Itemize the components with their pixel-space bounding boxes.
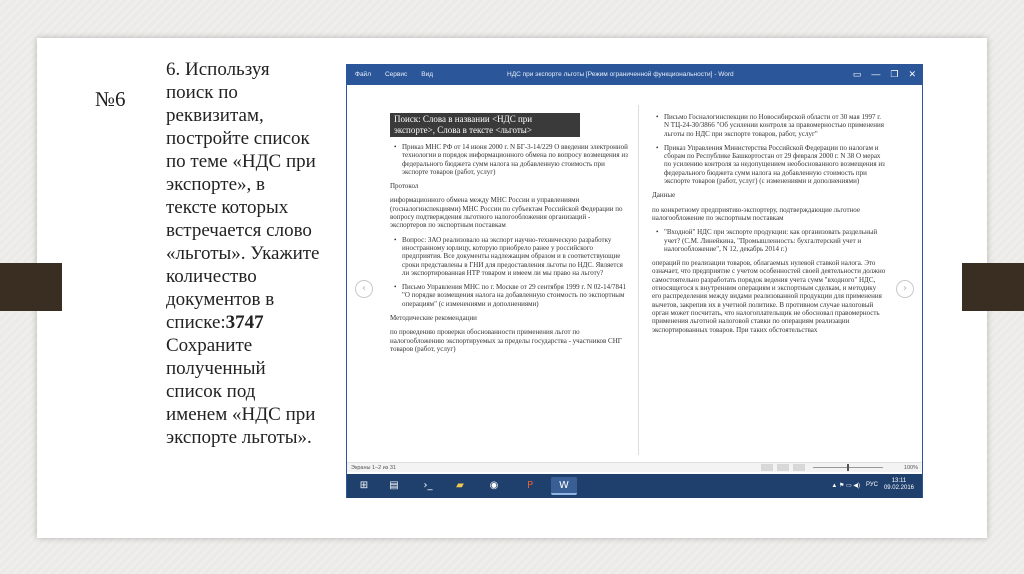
task-tail [166,334,344,449]
restore-icon[interactable]: ❐ [890,69,899,79]
task-line: список под [166,381,256,402]
menu-bar [355,71,433,78]
task-line: постройте список [166,128,310,149]
task-line: экспорте льготы». [166,427,312,448]
task-line: полученный [166,358,266,379]
window-title: НДС при экспорте льготы [Режим ограниченной функциональности] - Word [507,71,734,78]
menu-item[interactable]: Файл [355,71,371,78]
windows-start-icon[interactable]: ⊞ [359,480,369,491]
clock-time: 13:11 [891,478,907,484]
column-divider [638,105,639,455]
task-line: экспорте», в [166,174,265,195]
zoom-slider-thumb[interactable] [847,464,849,471]
window-controls [853,69,916,80]
document-paragraph: Данные [652,191,676,200]
zoom-level[interactable]: 100% [903,465,918,471]
next-page-icon[interactable]: › [896,280,914,298]
right-column [652,107,886,334]
read-mode-button[interactable] [761,464,773,471]
count-line [166,311,344,334]
document-paragraph: по конкретному предприятию-экспортеру, подтверждающие льготное налогообложение по экспортным поставкам [652,205,860,222]
menu-item[interactable]: Вид [421,71,434,78]
close-icon[interactable]: ✕ [908,69,916,79]
count-value: 3747 [225,312,264,333]
task-line: «льготы». Укажите [166,243,320,264]
minimize-icon[interactable]: — [871,69,881,79]
view-buttons [761,464,805,471]
prev-page-icon[interactable]: ‹ [355,280,373,298]
slide-number: №6 [95,87,126,111]
print-layout-button[interactable] [777,464,789,471]
task-line: 6. Используя [166,59,270,80]
document-area[interactable] [347,85,922,462]
document-paragraph: • Письмо Управления МНС по г. Москве от 29 сентября 1999 г. N 02-14/7841 "О порядке возмещения налога на добавленную стоимость по экспортным операциям" (с изменениями и дополнениями) [390,283,628,308]
count-label: списке: [166,312,226,333]
task-line: Сохраните [166,335,253,356]
document-paragraph: информационного обмена между МНС России и управлениями (госналогинспекциями) МНС России по субъектам Российской Федерации по вопросу подтверждения льготного налогообложения организаций - экспортеров по экспортным поставкам [390,196,623,230]
taskbar [347,474,922,498]
powerpoint-icon[interactable]: P [526,480,534,491]
task-line: тексте которых [166,197,289,218]
task-line: поиск по [166,82,238,103]
word-icon[interactable]: W [551,477,577,495]
powershell-icon[interactable]: ›_ [423,480,433,491]
document-paragraph: • Приказ Управления Министерства Российской Федерации по налогам и сборам по Республике Башкортостан от 29 февраля 2000 г. N 38 О мерах по усилению контроля за недопущением необоснованного возмещения из федерального бюджета сумм налога на добавленную стоимость при экспорте товаров (работ, услуг) (с изменениями и дополнениями) [652,144,886,185]
search-query-box [390,113,580,137]
task-line: по теме «НДС при [166,151,316,172]
clock-date: 09.02.2016 [883,485,914,491]
task-line: именем «НДС при [166,404,316,425]
web-layout-button[interactable] [793,464,805,471]
left-column [390,113,628,353]
tray-icons[interactable]: ▲ ⚑ ▭ ◀) [831,482,860,489]
task-lines [166,58,344,311]
document-paragraph: Протокол [390,182,419,191]
task-line: документов в [166,289,275,310]
search-line-2: экспорте>, Слова в тексте <льготы> [394,125,532,135]
clock[interactable] [884,478,914,492]
document-paragraph: • Приказ МНС РФ от 14 июня 2000 г. N БГ-3-14/229 О введении электронной технологии в порядок информационного обмена по вопросу возмещения из федерального бюджета сумм налога на добавленную стоимость при экспорте товаров (работ, услуг) [390,143,628,176]
document-paragraph: • Письмо Госналогинспекции по Новосибирской области от 30 мая 1997 г. N ТЦ-24-30/3866 "Об усилении контроля за правомерностью применения льготы по НДС при экспорте товаров, работ, услуг" [652,113,886,138]
search-line-1: Поиск: Слова в названии <НДС при [394,114,533,124]
slide-right-tab [962,263,1024,311]
task-line: количество [166,266,257,287]
menu-item[interactable]: Сервис [384,71,408,78]
page-counter: Экраны 1–2 из 31 [351,465,396,471]
folder-icon[interactable]: ▰ [456,480,464,491]
slide-left-tab [0,263,62,311]
task-line: встречается слово [166,220,312,241]
document-paragraph: по проведению проверки обоснованности применения льгот по налогообложению экспортируемых за пределы государства - участников СНГ товаров (работ, услуг) [390,328,622,353]
language-indicator[interactable]: РУС [865,482,878,488]
system-tray [831,478,914,492]
word-window [346,64,923,498]
document-paragraph: Методические рекомендации [390,314,477,323]
document-paragraph: • "Входной" НДС при экспорте продукции: как организовать раздельный учет? (С.М. Линейкина, "Промышленность: бухгалтерский учет и налогообложение", N 12, декабрь 2014 г.) [652,228,886,253]
task-line: реквизитам, [166,105,264,126]
document-paragraph: операций по реализации товаров, облагаемых нулевой ставкой налога. Это означает, что предприятие с учетом особенностей своей деятельности должно самостоятельно разработать порядок ведения учета сумм "входного" НДС, относящегося к внутренним операциям и экспортным сделкам, и методику его распределения между видами реализованной продукции для применения вычетов, закрепив их в учетной политике. В противном случае налоговый орган может посчитать, что налогоплательщик не обосновал правомерность применения льготной налоговой ставки по операциям реализации экспортированных товаров. При таких обстоятельствах [652,259,886,334]
document-paragraph: • Вопрос: ЗАО реализовало на экспорт научно-техническую разработку иностранному юрлицу, которую приобрело ранее у российского предприятия. Все документы надлежащим образом и в соответствующие сроки представлены в ГНИ для предоставления льготы по НДС. Является ли экспортированная НТР товаром и имеем ли мы право на льготу? [390,236,628,277]
ribbon-display-icon[interactable]: ▭ [852,69,862,79]
status-bar [347,462,922,472]
title-bar [347,65,922,85]
file-manager-icon[interactable]: ▤ [389,480,399,491]
task-text [166,58,344,449]
chrome-icon[interactable]: ◉ [489,480,499,491]
